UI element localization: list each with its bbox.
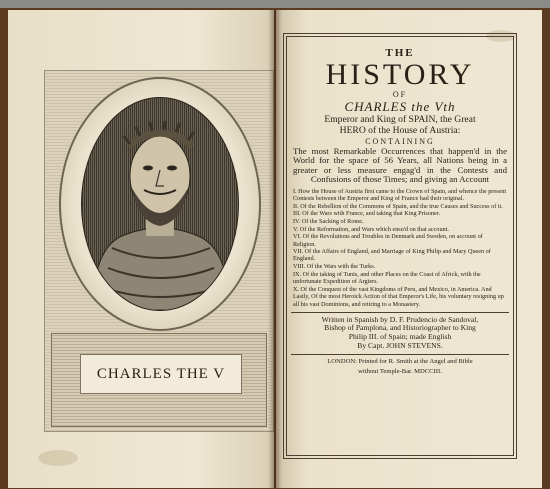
imprint-line-1: LONDON: Printed for R. Smith at the Angel and Bible <box>327 358 473 366</box>
chapter-item: IX. Of the taking of Tunis, and other Places on the Coast of Africk, with the unfortunate Expedition of Argiers. <box>293 270 481 286</box>
divider-rule <box>291 354 509 355</box>
chapter-item: VII. Of the Affairs of England, and Marriage of King Philip and Mary Queen of England. <box>293 248 491 263</box>
title-history: HISTORY <box>325 58 475 91</box>
portrait-caption: CHARLES THE V <box>96 365 226 382</box>
title-the: THE <box>385 47 415 59</box>
title-charles: CHARLES the Vth <box>344 99 456 114</box>
title-page <box>286 36 514 456</box>
portrait-engraving <box>81 97 239 311</box>
portrait-figure <box>82 98 238 310</box>
subtitle-line-2: HERO of the House of Austria: <box>339 125 461 136</box>
intro-paragraph: The most Remarkable Occurrences that happen'd in the World for the space of 56 Years, all Nations being in a greater or less measure engag'd in the Contests and Confusions of those Times; and giving an Account <box>293 146 507 185</box>
book-gutter <box>268 10 282 488</box>
chapter-item: V. Of the Reformation, and Wars which ensu'd on that account. <box>293 225 449 233</box>
author-line-1: Written in Spanish by D. F. Prudencio de Sandoval, <box>321 314 479 324</box>
chapter-item: Lastly, Of the most Heroick Action of that Emperor's Life, his voluntary resigning up all his vast Dominions, and retiring to a Monastery. <box>293 293 504 308</box>
foxing-spot <box>38 450 78 466</box>
author-line-3: Philip III. of Spain; made English <box>348 332 452 342</box>
translator-line: By Capt. JOHN STEVENS. <box>357 340 443 350</box>
chapter-item: IV. Of the Sacking of Rome. <box>293 217 364 225</box>
imprint-line-2: without Temple-Bar. MDCCIII. <box>358 367 442 375</box>
left-page <box>8 10 274 488</box>
plate-pedestal <box>51 333 267 427</box>
chapter-list <box>291 188 509 308</box>
subtitle-line-1: Emperor and King of SPAIN, the Great <box>324 114 476 125</box>
chapter-item: VIII. Of the Wars with the Turks. <box>293 263 376 271</box>
caption-box <box>80 354 242 394</box>
containing-label: CONTAINING <box>365 137 435 146</box>
title-of: OF <box>392 90 408 99</box>
author-line-2: Bishop of Pamplona, and Historiographer to King <box>324 323 476 333</box>
chapter-item: II. Of the Rebellion of the Commons of Spain, and the true Causes and Success of it. <box>293 202 503 210</box>
chapter-item: I. How the House of Austria first came to the Crown of Spain, and whence the present Contests between the Emperor and King of France had their original. <box>293 187 507 202</box>
portrait-frame <box>59 77 261 331</box>
frontispiece-plate <box>44 70 274 432</box>
chapter-item: VI. Of the Revolutions and Troubles in Denmark and Sweden, on account of Religion. <box>293 233 483 248</box>
chapter-item: X. Of the Conquest of the vast Kingdoms of Peru, and Mexico, in America. And <box>293 285 492 293</box>
divider-rule <box>291 312 509 313</box>
chapter-item: III. Of the Wars with France, and taking that King Prisoner. <box>293 210 440 218</box>
